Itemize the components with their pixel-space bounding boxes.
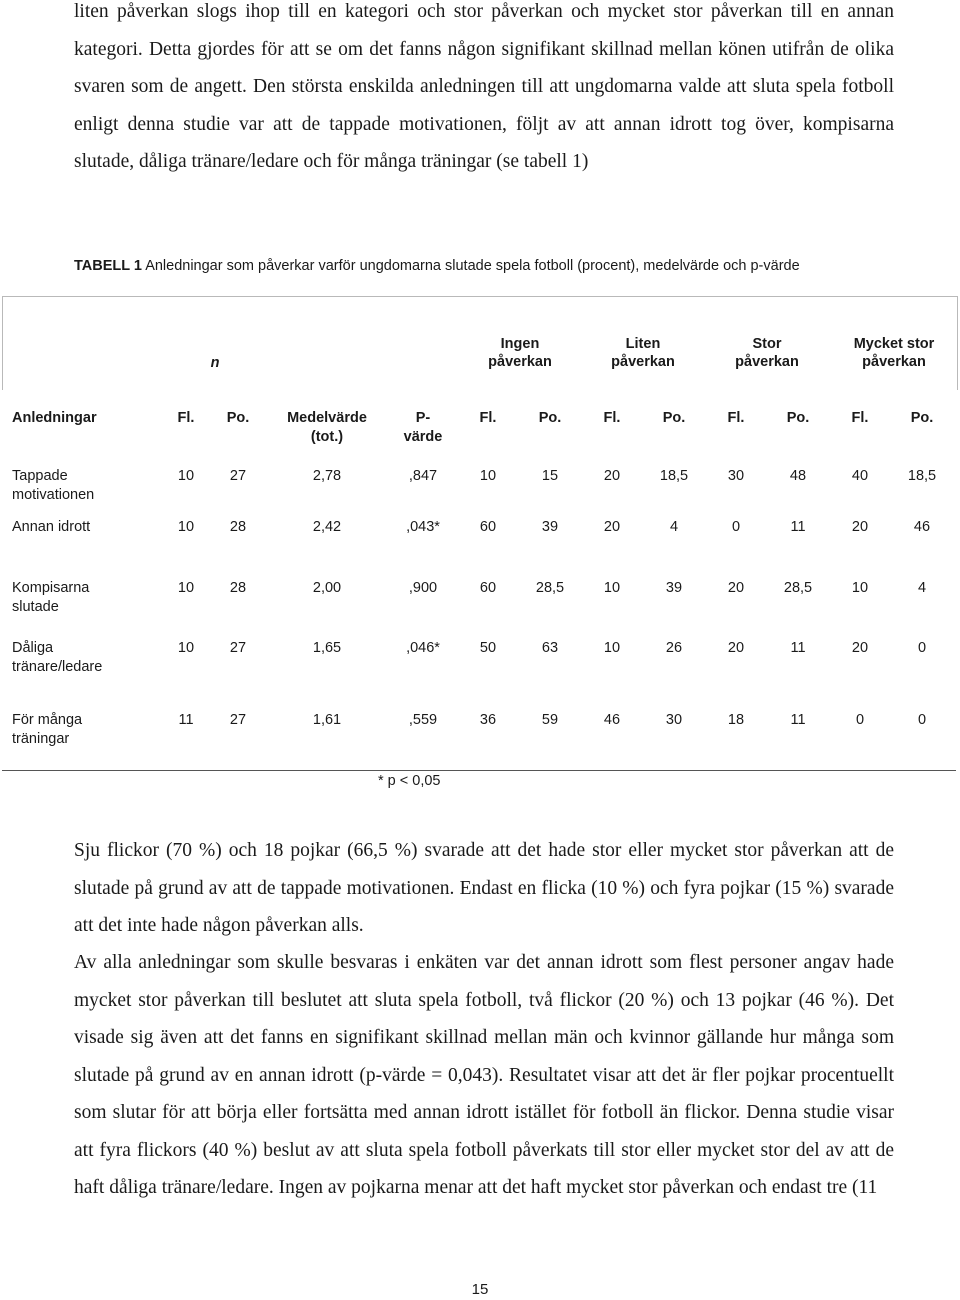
cell-p-varde: ,559 (408, 712, 438, 728)
cell-n-fl: 11 (178, 712, 194, 728)
cell-mycket-fl: 0 (855, 712, 865, 728)
header-n: n (210, 355, 220, 371)
cell-ingen-fl: 60 (479, 580, 497, 596)
cell-medelvarde: 2,78 (312, 468, 342, 484)
table-caption (74, 258, 934, 274)
header-stor-paverkan: Stor påverkan (735, 336, 799, 370)
cell-stor-po: 11 (790, 519, 806, 535)
table-footnote: * p < 0,05 (378, 773, 441, 789)
row-label: Kompisarna slutade (12, 580, 90, 615)
col-header-ingen-po: Po. (538, 410, 562, 426)
cell-liten-po: 18,5 (659, 468, 689, 484)
cell-n-fl: 10 (177, 519, 195, 535)
cell-mycket-po: 18,5 (907, 468, 937, 484)
col-header-fl: Fl. (177, 410, 195, 426)
header-liten-paverkan: Liten påverkan (611, 336, 675, 370)
cell-ingen-fl: 10 (479, 468, 497, 484)
cell-mycket-fl: 10 (851, 580, 869, 596)
cell-mycket-po: 4 (917, 580, 927, 596)
table-bottom-rule (2, 770, 956, 771)
cell-medelvarde: 2,00 (312, 580, 342, 596)
cell-n-po: 27 (229, 640, 247, 656)
row-label: Tappade motivationen (12, 468, 95, 503)
cell-p-varde: ,847 (408, 468, 438, 484)
col-header-stor-po: Po. (786, 410, 810, 426)
row-label: För många träningar (12, 712, 83, 747)
header-ingen-paverkan: Ingen påverkan (488, 336, 552, 370)
cell-stor-fl: 30 (727, 468, 745, 484)
header-mycket-stor-paverkan: Mycket stor påverkan (853, 336, 935, 370)
col-header-medelvarde: Medelvärde (tot.) (287, 410, 367, 445)
cell-mycket-fl: 40 (851, 468, 869, 484)
body-paragraph-top: liten påverkan slogs ihop till en kategori och stor påverkan och mycket stor påverkan till en annan kategori. Detta gjordes för att se om det fanns någon signifikant skillnad mellan könen utifrån de olika svaren som de angett. Den största enskilda anledningen till att ungdomarna valde att sluta spela fotboll enligt denna studie var att de tappade motivationen, följt av att annan idrott tog över, kompisarna slutade, dåliga tränare/ledare och för många träningar (se tabell 1) (74, 1, 894, 172)
body-paragraph-1: Sju flickor (70 %) och 18 pojkar (66,5 %) svarade att det hade stor eller mycket stor påverkan att de slutade på grund av att de tappade motivationen. Endast en flicka (10 %) och fyra pojkar (15 %) svarade att det inte hade någon påverkan alls. (74, 840, 894, 936)
cell-n-po: 27 (229, 712, 247, 728)
cell-p-varde: ,046* (406, 640, 440, 656)
cell-n-fl: 10 (177, 468, 195, 484)
cell-medelvarde: 1,61 (312, 712, 342, 728)
cell-p-varde: ,900 (408, 580, 438, 596)
cell-stor-fl: 18 (727, 712, 745, 728)
cell-mycket-po: 0 (917, 712, 927, 728)
cell-liten-fl: 10 (603, 580, 621, 596)
cell-stor-po: 48 (789, 468, 807, 484)
cell-ingen-fl: 36 (479, 712, 497, 728)
col-header-po: Po. (226, 410, 250, 426)
cell-stor-fl: 0 (731, 519, 741, 535)
col-header-stor-fl: Fl. (727, 410, 745, 426)
cell-liten-fl: 20 (603, 468, 621, 484)
cell-mycket-fl: 20 (851, 519, 869, 535)
cell-n-po: 27 (229, 468, 247, 484)
cell-mycket-po: 46 (913, 519, 931, 535)
cell-liten-fl: 20 (603, 519, 621, 535)
cell-stor-po: 11 (790, 640, 806, 656)
cell-liten-fl: 10 (603, 640, 621, 656)
cell-ingen-fl: 60 (479, 519, 497, 535)
cell-medelvarde: 1,65 (312, 640, 342, 656)
cell-p-varde: ,043* (406, 519, 440, 535)
cell-mycket-fl: 20 (851, 640, 869, 656)
cell-stor-po: 11 (790, 712, 806, 728)
col-header-liten-fl: Fl. (603, 410, 621, 426)
cell-n-fl: 10 (177, 640, 195, 656)
row-label: Annan idrott (12, 519, 91, 535)
cell-liten-po: 30 (665, 712, 683, 728)
col-header-p-varde: P- värde (403, 410, 443, 445)
cell-mycket-po: 0 (917, 640, 927, 656)
page-number: 15 (471, 1281, 489, 1298)
row-label: Dåliga tränare/ledare (12, 640, 103, 675)
cell-stor-fl: 20 (727, 580, 745, 596)
cell-n-po: 28 (229, 519, 247, 535)
cell-ingen-po: 28,5 (535, 580, 565, 596)
col-header-anledningar: Anledningar (12, 410, 97, 426)
cell-n-fl: 10 (177, 580, 195, 596)
body-paragraph-2: Av alla anledningar som skulle besvaras i enkäten var det annan idrott som flest personer angav hade mycket stor påverkan till beslutet att sluta spela fotboll, två flickor (20 %) och 13 pojkar (46 %). Det visade sig även att det fanns en signifikant skillnad mellan män och kvinnor gällande hur många som slutade på grund av en annan idrott (p-värde = 0,043). Resultatet visar att det är fler pojkar procentuellt som slutar för att börja eller fortsätta med annan idrott istället för fotboll än flickor. Denna studie visar att fyra flickors (40 %) beslut av att sluta spela fotboll påverkats till stor eller mycket stor del av att de haft dåliga tränare/ledare. Ingen av pojkarna menar att det haft mycket stor påverkan och endast tre (11 (74, 952, 894, 1198)
col-header-ingen-fl: Fl. (479, 410, 497, 426)
cell-liten-fl: 46 (603, 712, 621, 728)
cell-liten-po: 39 (665, 580, 683, 596)
cell-stor-fl: 20 (727, 640, 745, 656)
cell-medelvarde: 2,42 (312, 519, 342, 535)
cell-ingen-po: 39 (541, 519, 559, 535)
col-header-liten-po: Po. (662, 410, 686, 426)
table-caption-label: TABELL 1 (74, 258, 142, 274)
table-caption-text: Anledningar som påverkar varför ungdomarna slutade spela fotboll (procent), medelvärde och p-värde (145, 258, 800, 274)
col-header-mycket-po: Po. (910, 410, 934, 426)
cell-ingen-fl: 50 (479, 640, 497, 656)
cell-liten-po: 4 (669, 519, 679, 535)
cell-ingen-po: 15 (541, 468, 559, 484)
cell-stor-po: 28,5 (783, 580, 813, 596)
cell-n-po: 28 (229, 580, 247, 596)
cell-liten-po: 26 (665, 640, 683, 656)
col-header-mycket-fl: Fl. (851, 410, 869, 426)
cell-ingen-po: 59 (541, 712, 559, 728)
cell-ingen-po: 63 (541, 640, 559, 656)
